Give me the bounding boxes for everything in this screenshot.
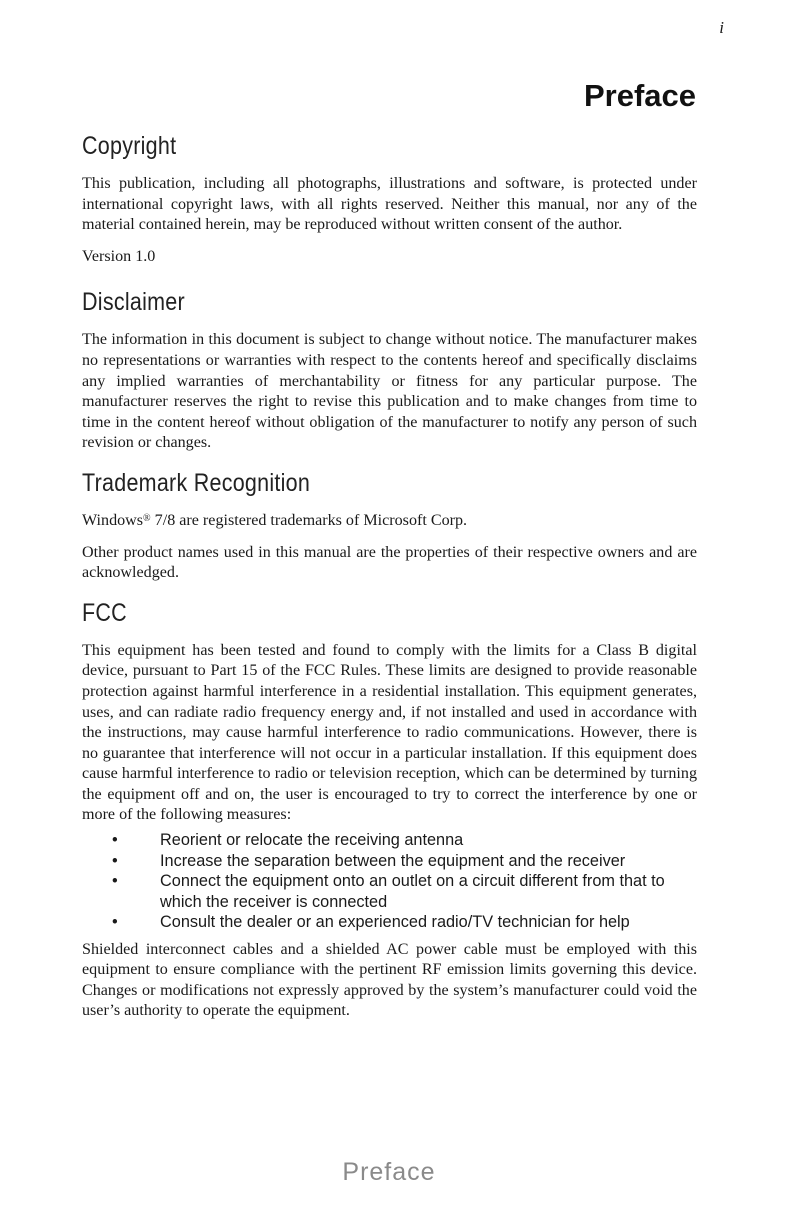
trademark-windows-suffix: 7/8 are registered trademarks of Microsoft Corp. — [150, 511, 468, 529]
fcc-measures-list — [82, 830, 697, 933]
version-text: Version 1.0 — [82, 247, 156, 265]
trademark-windows-paragraph — [82, 511, 697, 532]
bullet-icon: • — [112, 872, 118, 891]
document-body — [82, 132, 697, 1033]
fcc-paragraph: This equipment has been tested and found to comply with the limits for a Class B digital device, pursuant to Part 15 of the FCC Rules. These limits are designed to provide reasonable protection against harmful interference in a residential installation. This equipment generates, uses, and can radiate radio frequency energy and, if not installed and used in accordance with the instructions, may cause harmful interference to radio communications. However, there is no guarantee that interference will not occur in a particular installation. If this equipment does cause harmful interference to radio or television reception, which can be determined by turning the equipment off and on, the user is encouraged to try to correct the interference by one or more of the following measures: — [82, 641, 697, 824]
list-item — [82, 851, 697, 872]
list-item-text: Reorient or relocate the receiving antenna — [160, 831, 464, 850]
disclaimer-paragraph: The information in this document is subject to change without notice. The manufacturer makes no representations or warranties with respect to the contents hereof and specifically disclaims any implied warranties of merchantability or fitness for any particular purpose. The manufacturer reserves the right to revise this publication and to make changes from time to time in the content hereof without obligation of the manufacturer to notify any person of such revision or changes. — [82, 331, 697, 452]
registered-mark: ® — [143, 512, 151, 524]
disclaimer-heading: Disclaimer — [82, 288, 185, 317]
trademark-other-paragraph: Other product names used in this manual are the properties of their respective owners and are acknowledged. — [82, 543, 697, 582]
list-item — [82, 912, 697, 933]
copyright-paragraph: This publication, including all photographs, illustrations and software, is protected under international copyright laws, with all rights reserved. Neither this manual, nor any of the material contained herein, may be reproduced without written consent of the author. — [82, 175, 697, 234]
fcc-closing-paragraph: Shielded interconnect cables and a shielded AC power cable must be employed with this equipment to ensure compliance with the pertinent RF emission limits governing this device. Changes or modifications not expressly approved by the system’s manufacturer could void the user’s authority to operate the equipment. — [82, 940, 697, 1020]
list-item-text: Increase the separation between the equipment and the receiver — [160, 851, 626, 870]
list-item-text: Connect the equipment onto an outlet on a circuit different from that to which the receiver is connected — [160, 872, 665, 911]
list-item-text: Consult the dealer or an experienced radio/TV technician for help — [160, 913, 630, 932]
bullet-icon: • — [112, 851, 118, 870]
page-footer: Preface — [342, 1158, 436, 1186]
fcc-heading: FCC — [82, 598, 127, 627]
bullet-icon: • — [112, 913, 118, 932]
trademark-heading: Trademark Recognition — [82, 468, 311, 497]
bullet-icon: • — [112, 831, 118, 850]
page-title: Preface — [583, 78, 696, 113]
page-number: i — [719, 18, 724, 37]
list-item — [82, 830, 697, 851]
windows-text: Windows — [82, 511, 144, 529]
copyright-heading: Copyright — [82, 132, 177, 160]
list-item — [82, 871, 697, 912]
